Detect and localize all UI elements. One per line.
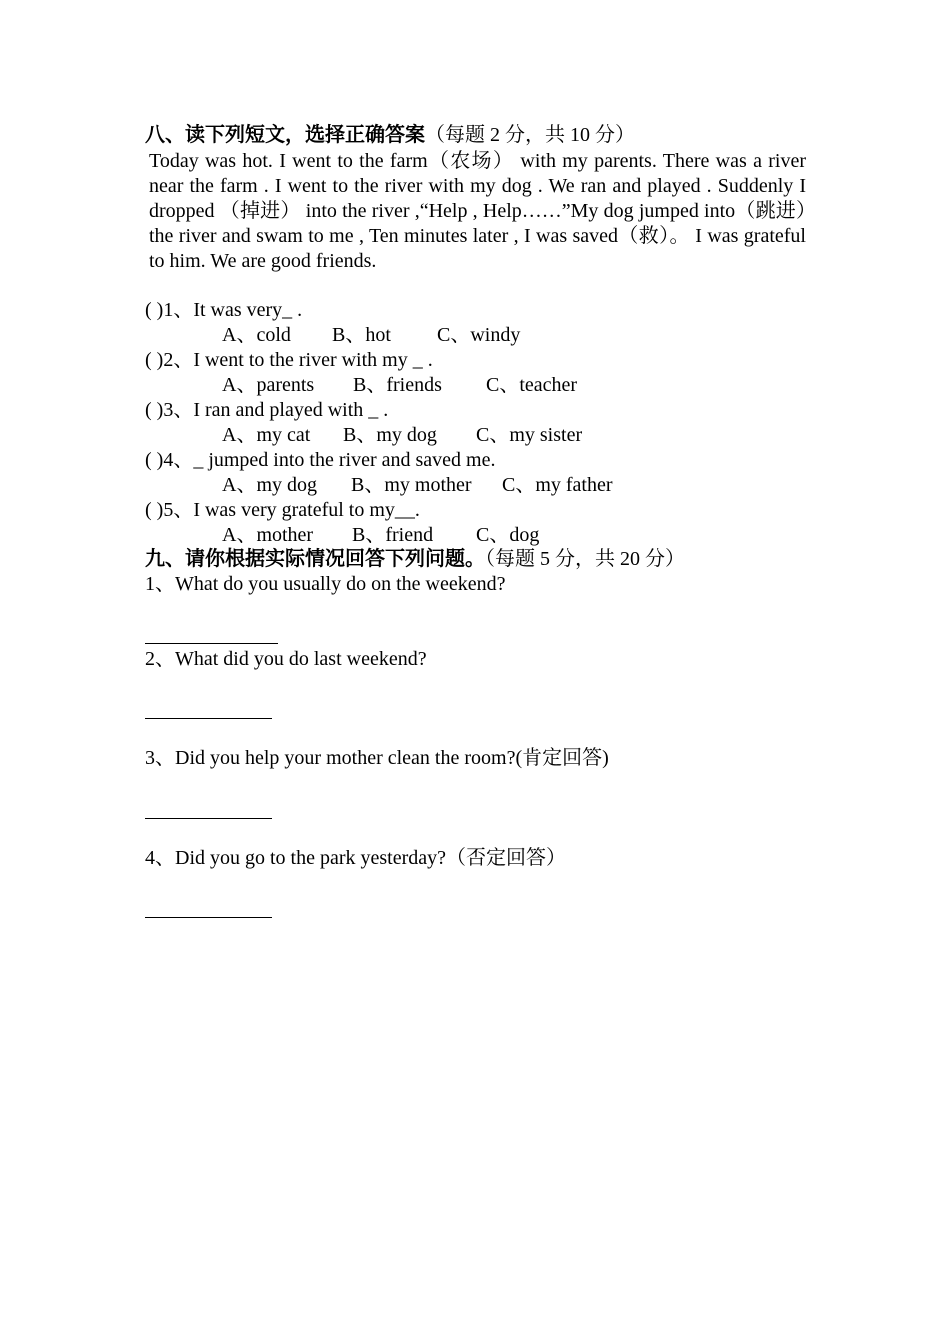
question-5-option-b[interactable]: B、friend — [352, 524, 434, 546]
question-4-stem: ( )4、_ jumped into the river and saved me. — [145, 449, 496, 471]
question-2-option-c[interactable]: C、teacher — [486, 374, 578, 396]
question-4-option-a[interactable]: A、my dog — [222, 474, 317, 496]
question-2-option-a[interactable]: A、parents — [222, 374, 315, 396]
question-3-option-c[interactable]: C、my sister — [476, 424, 583, 446]
question-1-options — [222, 323, 884, 348]
section-8-title: 八、读下列短文，选择正确答案 — [145, 124, 425, 146]
question-2-option-b[interactable]: B、friends — [353, 374, 442, 396]
question-2-stem: ( )2、I went to the river with my _ . — [145, 349, 433, 371]
question-4-option-c[interactable]: C、my father — [502, 474, 613, 496]
section-9-points: （每题 5 分，共 20 分） — [485, 548, 685, 570]
question-3-option-a[interactable]: A、my cat — [222, 424, 311, 446]
answer-question-4: 4、Did you go to the park yesterday?（否定回答） — [145, 847, 567, 869]
section-8-heading — [145, 123, 807, 148]
section-9-heading — [145, 547, 807, 572]
section-9-title: 九、请你根据实际情况回答下列问题。 — [145, 548, 485, 570]
answer-blank-1[interactable] — [145, 643, 278, 644]
answer-blank-4[interactable] — [145, 917, 272, 918]
question-4-option-b[interactable]: B、my mother — [351, 474, 472, 496]
answer-question-3: 3、Did you help your mother clean the room?(肯定回答) — [145, 747, 609, 769]
answer-question-2: 2、What did you do last weekend? — [145, 648, 427, 670]
question-5-options — [222, 523, 884, 548]
reading-passage-text: Today was hot. I went to the farm（农场） with my parents. There was a river near the farm . I went to the river with my dog . We ran and played . Suddenly I dropped （掉进） into the river ,“Help , Help……”My dog jumped into（跳进）the river and swam to me , Ten minutes later , I was saved（救）。 I was grateful to him. We are good friends. — [149, 150, 806, 272]
reading-passage — [149, 149, 806, 274]
section-8-points: （每题 2 分，共 10 分） — [425, 124, 635, 146]
question-1-option-c[interactable]: C、windy — [437, 324, 521, 346]
question-1-option-a[interactable]: A、cold — [222, 324, 291, 346]
question-3-option-b[interactable]: B、my dog — [343, 424, 437, 446]
question-5-stem: ( )5、I was very grateful to my__. — [145, 499, 420, 521]
answer-question-1: 1、What do you usually do on the weekend? — [145, 573, 506, 595]
answer-blank-3[interactable] — [145, 818, 272, 819]
answer-blank-2[interactable] — [145, 718, 272, 719]
question-5-option-a[interactable]: A、mother — [222, 524, 314, 546]
question-3-options — [222, 423, 884, 448]
question-3-stem: ( )3、I ran and played with _ . — [145, 399, 389, 421]
question-5-option-c[interactable]: C、dog — [476, 524, 540, 546]
question-1-option-b[interactable]: B、hot — [332, 324, 391, 346]
question-1-stem: ( )1、It was very_ . — [145, 299, 303, 321]
question-4-options — [222, 473, 884, 498]
question-2-options — [222, 373, 884, 398]
